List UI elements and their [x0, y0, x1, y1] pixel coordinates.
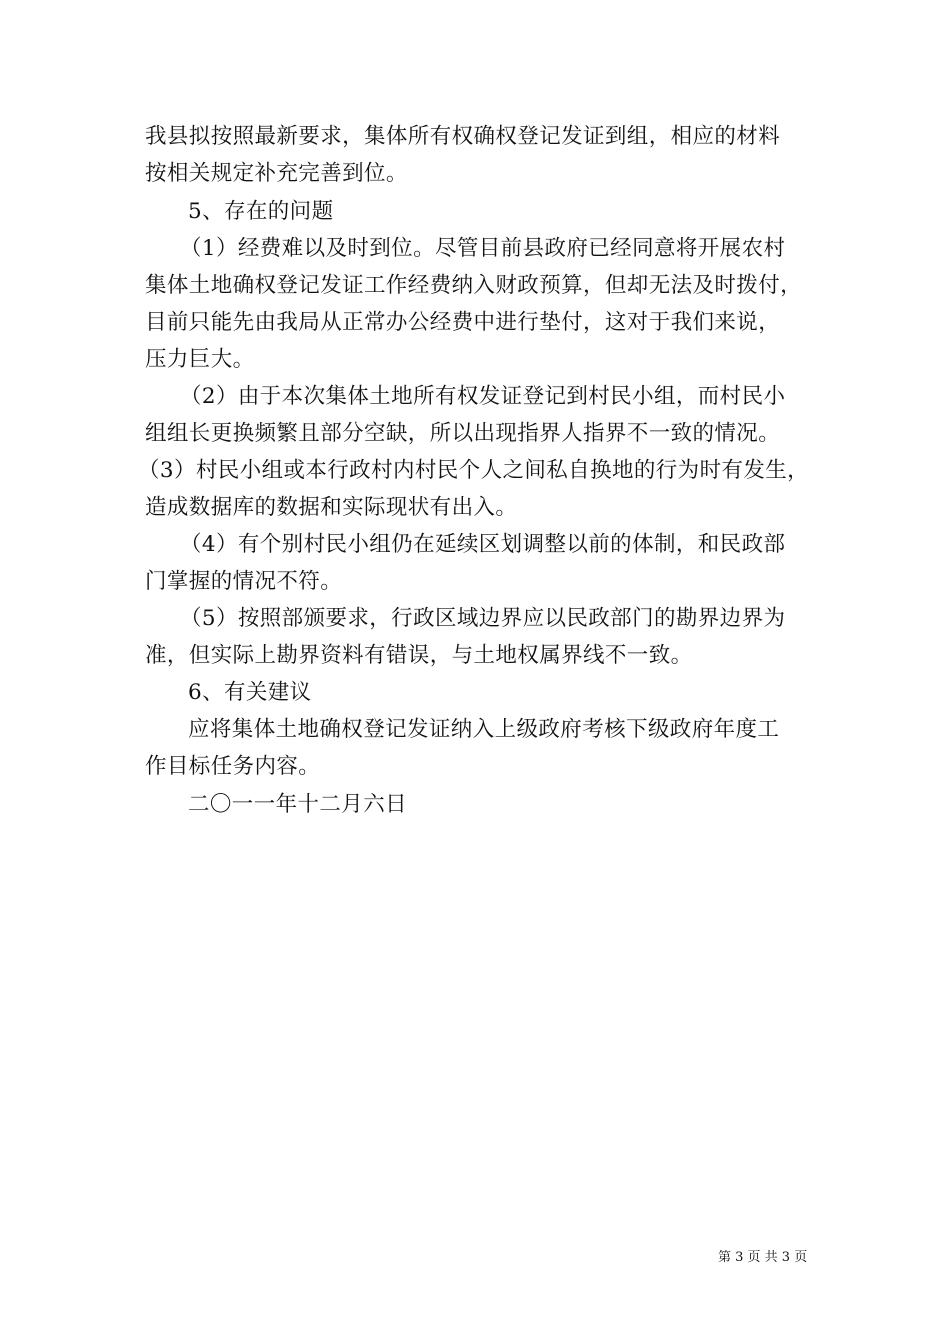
text-line-6: 目前只能先由我局从正常办公经费中进行垫付，这对于我们来说， [145, 310, 781, 335]
document-date: 二〇一一年十二月六日 [188, 792, 408, 817]
text-line-10: （3）村民小组或本行政村内村民个人之间私自换地的行为时有发生， [138, 458, 810, 483]
section-heading-suggestions: 6、有关建议 [188, 680, 312, 705]
text-line-9: 组组长更换频繁且部分空缺，所以出现指界人指界不一致的情况。 [145, 421, 781, 446]
text-line-7: 压力巨大。 [145, 347, 255, 372]
text-line-14: （5）按照部颁要求，行政区域边界应以民政部门的勘界边界为 [180, 606, 786, 631]
text-line-17: 应将集体土地确权登记发证纳入上级政府考核下级政府年度工 [188, 717, 780, 742]
text-line-8: （2）由于本次集体土地所有权发证登记到村民小组，而村民小 [180, 384, 786, 409]
section-heading-problems: 5、存在的问题 [188, 199, 334, 224]
text-line-15: 准，但实际上勘界资料有错误，与土地权属界线不一致。 [145, 643, 693, 668]
text-line-4: （1）经费难以及时到位。尽管目前县政府已经同意将开展农村 [180, 236, 786, 261]
text-line-2: 按相关规定补充完善到位。 [145, 161, 408, 186]
text-line-1: 我县拟按照最新要求，集体所有权确权登记发证到组，相应的材料 [145, 124, 781, 149]
text-line-18: 作目标任务内容。 [145, 754, 321, 779]
text-line-12: （4）有个别村民小组仍在延续区划调整以前的体制，和民政部 [180, 532, 786, 557]
text-line-13: 门掌握的情况不符。 [145, 569, 343, 594]
text-line-11: 造成数据库的数据和实际现状有出入。 [145, 495, 518, 520]
page-number-footer: 第 3 页 共 3 页 [718, 1250, 808, 1265]
text-line-5: 集体土地确权登记发证工作经费纳入财政预算，但却无法及时拨付， [145, 273, 803, 298]
